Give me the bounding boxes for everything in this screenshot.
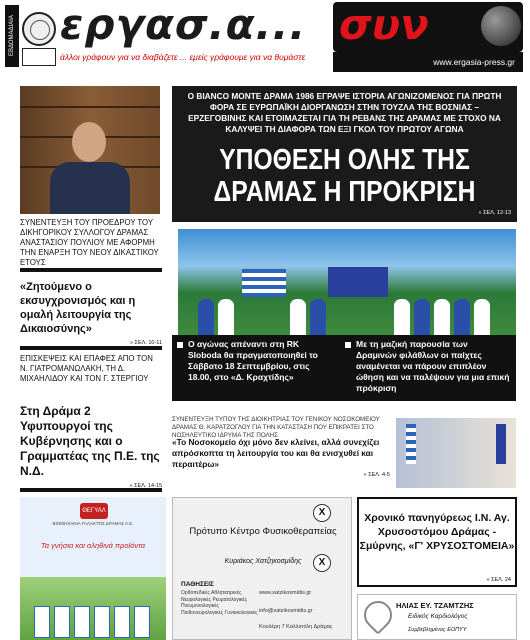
meadow-image xyxy=(20,577,166,640)
interview-portrait xyxy=(20,86,160,214)
milk-carton-icon xyxy=(74,606,90,638)
greek-flag xyxy=(242,269,286,297)
team-banner xyxy=(328,267,388,297)
brand-block xyxy=(333,2,523,52)
physio-title: Πρότυπο Κέντρο Φυσικοθεραπείας xyxy=(189,526,337,537)
interview-quote: «Ζητούμενο ο εκσυγχρονισμός και η ομαλή λειτουργία της Δικαιοσύνης» xyxy=(20,281,136,335)
physio-advert[interactable] xyxy=(172,497,352,640)
doctor-title: Ειδικός Καρδιολόγος xyxy=(408,613,468,620)
bullet-icon xyxy=(345,342,351,348)
caption-left-text: Ο αγώνας απέναντι στη RK Sloboda θα πραγματοποιηθεί το Σάββατο 18 Σεπτεμβρίου, στις 18.00, στο «Δ. Κραχτίδης» xyxy=(188,339,318,382)
doctor-name: ΗΛΙΑΣ ΕΥ. ΤΖΑΜΤΖΗΣ xyxy=(396,601,474,610)
dairy-slogan: Τα γνήσια και αληθινά προϊόντα xyxy=(40,541,146,550)
team-photo xyxy=(178,229,516,335)
physio-website[interactable]: www.xatzikosmidis.gr xyxy=(259,590,312,596)
headline-line-1: ΥΠΟΘΕΣΗ ΟΛΗΣ ΤΗΣ xyxy=(219,144,470,176)
portrait-body xyxy=(50,162,130,214)
physio-address: Κουλέρη 7 Καλλιπόλη Δράμας xyxy=(259,624,333,630)
player-figure xyxy=(454,299,470,335)
divider xyxy=(20,488,162,492)
player-figure xyxy=(218,299,234,335)
interview-ref: » ΣΕΛ. 10-11 xyxy=(129,340,162,346)
player-figure xyxy=(290,299,306,335)
player-figure xyxy=(414,299,430,335)
caption-left xyxy=(172,335,340,401)
milk-carton-icon xyxy=(34,606,50,638)
masthead-vertical-strip: ΕΒΔΟΜΑΔΙΑΙΑ xyxy=(5,5,19,67)
caption-right-text: Με τη μαζική παρουσία των Δραμινών φιλάθλων οι παίχτες αναμένεται να πάρουν επιπλέον ώθηση και να παλέψουν για μια επική πρόκριση xyxy=(356,339,510,393)
divider xyxy=(20,268,162,272)
physio-logo-icon: X xyxy=(313,504,331,522)
hospital-ref: » ΣΕΛ. 4-5 xyxy=(363,472,390,478)
tagline: άλλοι γράφουν για να διαβάζετε ... εμείς γράφουμε για να θυμάστε xyxy=(60,52,306,62)
milk-carton-icon xyxy=(114,606,130,638)
physio-name: Κυριάκος Χατζηκοσμίδης xyxy=(224,558,302,565)
player-figure xyxy=(394,299,410,335)
physio-email[interactable]: info@xatzikosmidis.gr xyxy=(259,608,313,614)
greek-flag xyxy=(406,424,416,464)
bullet-icon xyxy=(177,342,183,348)
newspaper-title: εργασ.α... xyxy=(60,0,307,49)
cardiologist-advert[interactable] xyxy=(357,594,517,640)
divider xyxy=(20,346,162,350)
seal-box xyxy=(22,48,56,66)
hospital-quote-text: «Το Νοσοκομείο όχι μόνο δεν κλείνει, αλλά συνεχίζει απρόσκοπτα τη λειτουργία του και θα ενισχυθεί και περαιτέρω» xyxy=(172,437,380,469)
hospital-story[interactable] xyxy=(172,414,517,490)
contacts-intro: ΕΠΙΣΚΕΨΕΙΣ ΚΑΙ ΕΠΑΦΕΣ ΑΠΟ ΤΟΝ Ν. ΓΙΑΤΡΟΜΑΝΩΛΑΚΗ, ΤΗ Δ. ΜΙΧΑΗΛΙΔΟΥ ΚΑΙ ΤΟΝ Γ. ΣΤΕΡΓΙΟΥ xyxy=(20,354,153,383)
portrait-head xyxy=(72,122,106,162)
dairy-logo: ΘΕΓΥΑΛ xyxy=(80,503,108,519)
festival-text: Χρονικό πανηγύρεως Ι.Ν. Αγ. Χρυσοστόμου Δράμας - Σμύρνης, «Γ' ΧΡΥΣΟΣΤΟΜΕΙΑ» xyxy=(359,512,515,552)
globe-icon xyxy=(481,6,521,46)
top-story-headline xyxy=(198,144,491,208)
hospital-intro: ΣΥΝΕΝΤΕΥΞΗ ΤΥΠΟΥ ΤΗΣ ΔΙΟΙΚΗΤΡΙΑΣ ΤΟΥ ΓΕΝΙΚΟΥ ΝΟΣΟΚΟΜΕΙΟΥ ΔΡΑΜΑΣ Θ. ΚΑΡΑΤΖΟΓΛΟΥ ΓΙΑ ΤΗΝ ΚΑΤΑΣΤΑΣΗ ΠΟΥ ΕΠΙΚΡΑΤΕΙ ΣΤΟ ΝΟΣΗΛΕΥΤΙΚΟ ΙΔΡΥΜΑ ΤΗΣ ΠΟΛΗΣ xyxy=(172,416,380,439)
player-figure xyxy=(310,299,326,335)
milk-carton-icon xyxy=(134,606,150,638)
dairy-subtitle: ΒΙΟΜΗΧΑΝΙΑ ΓΑΛΑΚΤΟΣ ΔΡΑΜΑΣ Α.Ε. xyxy=(52,521,134,526)
interview-story[interactable] xyxy=(20,280,162,350)
eu-flag xyxy=(496,424,506,464)
top-story[interactable] xyxy=(172,86,517,222)
contacts-headline: Στη Δράμα 2 Υφυπουργοί της Κυβέρνησης και ο Γραμματέας της Π.Ε. της Ν.Δ. xyxy=(20,404,160,478)
interview-intro: ΣΥΝΕΝΤΕΥΞΗ ΤΟΥ ΠΡΟΕΔΡΟΥ ΤΟΥ ΔΙΚΗΓΟΡΙΚΟΥ ΣΥΛΛΟΓΟΥ ΔΡΑΜΑΣ ΑΝΑΣΤΑΣΙΟΥ ΠΟΥΛΙΟΥ ΜΕ ΑΦΟΡΜΗ ΤΗΝ ΕΝΑΡΞΗ ΤΟΥ ΝΕΟΥ ΔΙΚΑΣΤΙΚΟΥ ΕΤΟΥΣ xyxy=(20,218,159,267)
headline-line-2: ΔΡΑΜΑΣ Η ΠΡΟΚΡΙΣΗ xyxy=(213,176,476,208)
contacts-ref: » ΣΕΛ. 14-15 xyxy=(129,483,162,489)
festival-notice[interactable] xyxy=(357,497,517,587)
masthead xyxy=(0,0,530,74)
player-figure xyxy=(474,299,490,335)
heart-icon xyxy=(358,595,398,635)
conditions-list: Ορθοπεδικές Αθλητιατρικές Νευρολογικές Ρευματολογικές Πνευμονολογικές Παιδονευρολογικές Γυναικολογικές xyxy=(181,590,258,616)
seal-icon xyxy=(22,12,56,46)
caption-right xyxy=(340,335,516,401)
contacts-story[interactable] xyxy=(20,404,162,494)
bookshelf xyxy=(20,106,160,108)
festival-ref: » ΣΕΛ. 24 xyxy=(486,577,511,583)
player-figure xyxy=(434,299,450,335)
press-conference-photo xyxy=(396,418,516,488)
physio-logo-icon: X xyxy=(313,554,331,572)
doctor-extra: Συμβεβλημένος ΕΟΠΥΥ xyxy=(408,627,467,633)
player-figure xyxy=(198,299,214,335)
conditions-title: ΠΑΘΗΣΕΙΣ xyxy=(181,581,214,588)
website-link[interactable]: www.ergasia-press.gr xyxy=(333,52,523,72)
brand-title-red: συν xyxy=(339,0,429,49)
milk-carton-icon xyxy=(94,606,110,638)
page-reference: » ΣΕΛ. 12-13 xyxy=(478,210,511,216)
hospital-quote xyxy=(172,437,390,481)
milk-carton-icon xyxy=(54,606,70,638)
top-story-lead: Ο BIANCO MONTE ΔΡΑΜΑ 1986 ΕΓΡΑΨΕ ΙΣΤΟΡΙΑ ΑΓΩΝΙΖΟΜΕΝΟΣ ΓΙΑ ΠΡΩΤΗ ΦΟΡΑ ΣΕ ΕΥΡΩΠΑΪΚΗ ΔΙΟΡΓΑΝΩΣΗ ΣΤΗΝ ΤΟΥΖΛΑ ΤΗΣ ΒΟΣΝΙΑΣ – ΕΡΖΕΓΟΒΙΝΗΣ ΚΑΙ ΕΤΟΙΜΑΖΕΤΑΙ ΓΙΑ ΤΗ ΡΕΒΑΝΣ ΤΗΣ ΔΡΑΜΑΣ ΜΕ ΣΤΟΧΟ ΝΑ ΚΑΛΥΨΕΙ ΤΗ ΔΙΑΦΟΡΑ ΤΩΝ ΕΞΙ ΓΚΟΛ ΤΟΥ ΠΡΩΤΟΥ ΑΓΩΝΑ xyxy=(187,91,502,134)
dairy-advert[interactable] xyxy=(20,497,166,640)
